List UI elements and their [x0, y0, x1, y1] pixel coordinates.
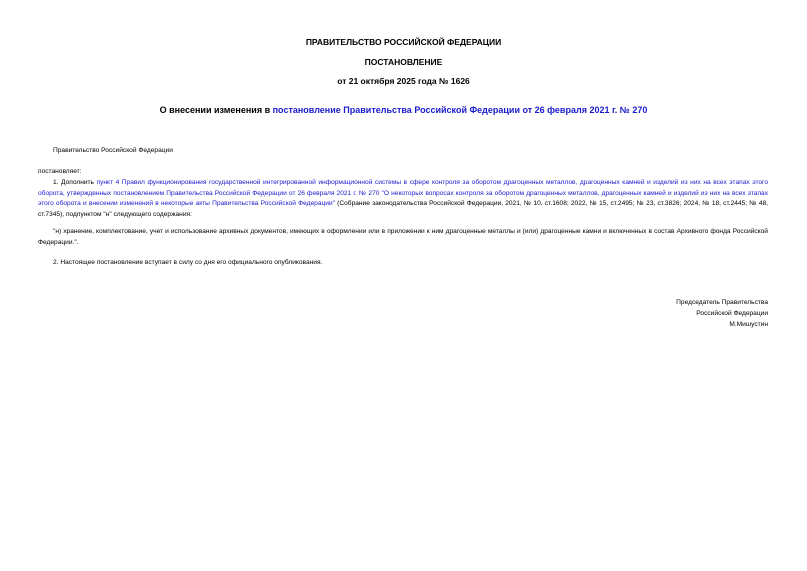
- government-heading: ПРАВИТЕЛЬСТВО РОССИЙСКОЙ ФЕДЕРАЦИИ: [305, 37, 502, 47]
- quoted-subparagraph: "н) хранение, комплектование, учет и использование архивных документов, имеющих в оформлении или в приложении к ним драгоценные металлы и (или) драгоценные камни и включенных в состав Архивного фонда Российской Федерации.".: [38, 228, 768, 246]
- signature-title-line2: Российской Федерации: [696, 310, 768, 317]
- document-type: ПОСТАНОВЛЕНИЕ: [364, 57, 443, 67]
- document-title: [0, 104, 807, 116]
- signature-title-line1: Председатель Правительства: [676, 299, 768, 306]
- paragraph-2: 2. Настоящее постановление вступает в силу со дня его официального опубликования.: [53, 259, 323, 266]
- paragraph-1-end: (Собрание законодательства Российской Федерации, 2021, № 10, ст.1608; 2022, № 15, ст.2495; № 23, ст.3826; 2024, № 18, ст.2445; № 48, ст.7345), подпунктом "н" следующего содержания:: [38, 200, 768, 218]
- paragraph-1-link[interactable]: пункт 4 Правил функционирования государственной интегрированной информационной системы в сфере контроля за оборотом драгоценных металлов, драгоценных камней и изделий из них на всех этапах этого оборота, утвержденных постановлением Правительства Российской Федерации от 26 февраля 2021 г. № 270 "О некоторых вопросах контроля за оборотом драгоценных металлов, драгоценных камней и изделий из них на всех этапах этого оборота и внесении изменений в некоторые акты Правительства Российской Федерации": [38, 179, 768, 208]
- issuer-text: Правительство Российской Федерации: [53, 147, 173, 154]
- resolves-text: постановляет:: [38, 168, 82, 175]
- title-prefix: О внесении изменения в: [159, 105, 273, 115]
- date-number: от 21 октября 2025 года № 1626: [337, 76, 470, 86]
- paragraph-1-start: 1. Дополнить: [53, 179, 97, 186]
- paragraph-1: [38, 178, 768, 220]
- signature-name: М.Мишустин: [729, 321, 768, 328]
- title-link[interactable]: постановление Правительства Российской Федерации от 26 февраля 2021 г. № 270: [272, 105, 648, 115]
